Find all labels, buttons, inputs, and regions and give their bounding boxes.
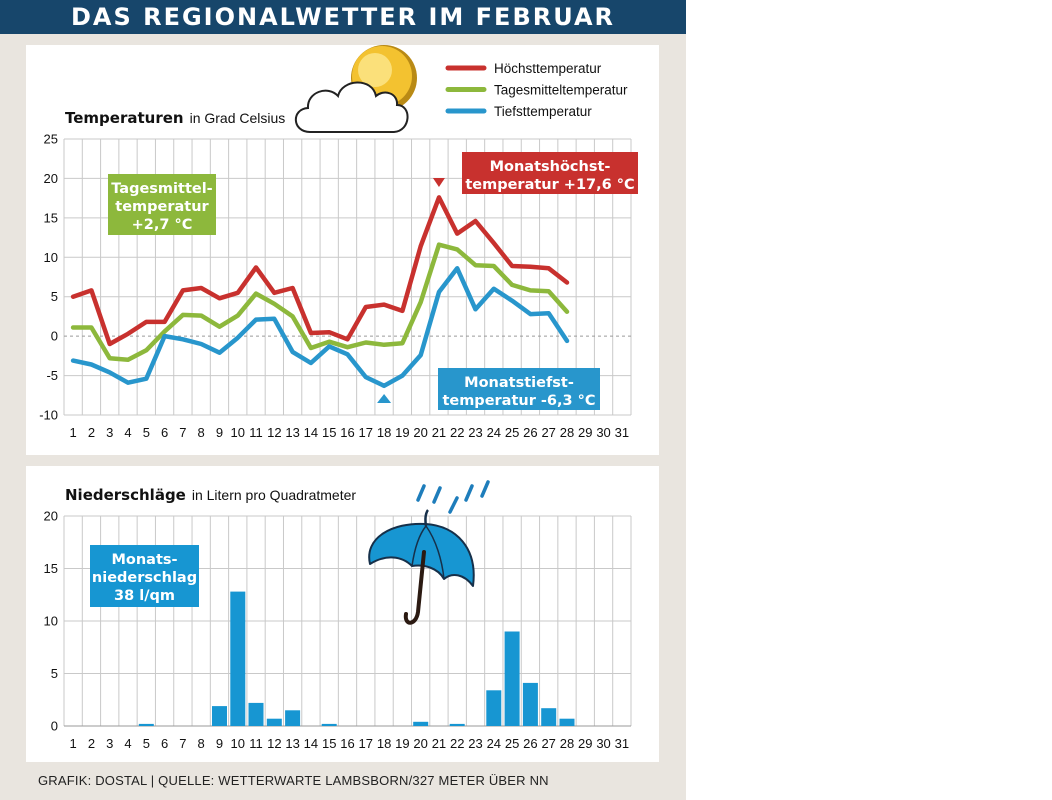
x-tick-label: 17 — [358, 736, 374, 751]
mean-temperature-annotation-text: +2,7 °C — [131, 217, 193, 233]
x-tick-label: 1 — [69, 425, 77, 440]
precip-bar-day-12 — [267, 719, 282, 726]
raindrop-icon — [418, 486, 424, 500]
x-tick-label: 13 — [285, 736, 300, 751]
monthly-precipitation-text: niederschlag — [91, 570, 198, 586]
raindrop-icon — [466, 486, 472, 500]
max-temperature-marker — [433, 178, 445, 187]
x-tick-label: 1 — [69, 736, 77, 751]
max-temperature-annotation-text: Monatshöchst- — [489, 159, 611, 175]
precip-bar-day-9 — [212, 706, 227, 726]
chart-title: Temperaturen — [65, 109, 184, 127]
legend-label: Höchsttemperatur — [494, 61, 602, 76]
x-tick-label: 4 — [124, 736, 132, 751]
chart-title: Niederschläge — [65, 486, 186, 504]
x-tick-label: 30 — [596, 425, 611, 440]
x-tick-label: 12 — [267, 425, 282, 440]
temperature-chart — [26, 45, 659, 455]
chart-subtitle: in Litern pro Quadratmeter — [191, 487, 357, 503]
x-tick-label: 25 — [504, 425, 520, 440]
source-credit: GRAFIK: DOSTAL | QUELLE: WETTERWARTE LAMBSBORN/327 METER ÜBER NN — [38, 773, 549, 788]
x-tick-label: 14 — [303, 425, 319, 440]
x-tick-label: 16 — [340, 736, 355, 751]
legend-label: Tagesmitteltemperatur — [494, 82, 628, 98]
precip-bar-day-20 — [413, 722, 428, 726]
monthly-precipitation-text: Monats- — [111, 552, 178, 568]
x-tick-label: 8 — [197, 736, 205, 751]
y-tick-label: 0 — [50, 328, 58, 344]
x-tick-label: 28 — [559, 736, 575, 751]
raindrop-icon — [450, 498, 457, 512]
y-tick-label: 0 — [50, 718, 58, 734]
x-tick-label: 9 — [215, 736, 224, 751]
page-title: DAS REGIONALWETTER IM FEBRUAR — [70, 3, 616, 31]
x-tick-label: 20 — [413, 736, 428, 751]
x-tick-label: 17 — [358, 425, 374, 440]
sun-highlight — [358, 53, 392, 87]
y-tick-label: 15 — [43, 210, 58, 226]
x-tick-label: 31 — [614, 736, 630, 751]
mean-temperature-annotation-text: temperatur — [115, 199, 209, 215]
x-tick-label: 8 — [197, 425, 205, 440]
precip-bar-day-5 — [139, 724, 154, 726]
x-tick-label: 18 — [376, 425, 392, 440]
x-tick-label: 21 — [431, 736, 447, 751]
x-tick-label: 20 — [413, 425, 428, 440]
x-tick-label: 15 — [321, 736, 337, 751]
title-bar — [0, 0, 686, 34]
precipitation-chart — [26, 466, 659, 762]
precip-bar-day-22 — [450, 724, 465, 726]
x-tick-label: 10 — [230, 736, 245, 751]
y-tick-label: 5 — [50, 666, 58, 681]
x-tick-label: 6 — [160, 425, 169, 440]
mean-temperature-annotation — [108, 174, 216, 235]
x-tick-label: 27 — [541, 425, 556, 440]
sun-cloud-icon — [296, 45, 417, 132]
x-tick-label: 31 — [614, 425, 630, 440]
y-tick-label: 10 — [43, 613, 58, 629]
raindrop-icon — [434, 488, 440, 502]
x-tick-label: 3 — [106, 736, 114, 751]
raindrop-icon — [482, 482, 488, 496]
x-tick-label: 14 — [303, 736, 319, 751]
legend-label: Tiefsttemperatur — [494, 104, 592, 119]
x-tick-label: 26 — [523, 425, 538, 440]
y-tick-label: -10 — [39, 407, 58, 423]
x-tick-label: 29 — [578, 736, 593, 751]
x-tick-label: 27 — [541, 736, 556, 751]
precip-bar-day-24 — [486, 690, 501, 726]
x-tick-label: 29 — [578, 425, 593, 440]
mean-temperature-annotation-text: Tagesmittel- — [111, 181, 213, 197]
x-tick-label: 11 — [249, 736, 263, 751]
x-tick-label: 11 — [249, 425, 263, 440]
x-tick-label: 13 — [285, 425, 300, 440]
y-tick-label: 10 — [43, 249, 58, 265]
x-tick-label: 23 — [468, 736, 483, 751]
precipitation-chart-panel — [26, 466, 659, 762]
x-tick-label: 25 — [504, 736, 520, 751]
precip-bar-day-13 — [285, 710, 300, 726]
precip-bar-day-26 — [523, 683, 538, 726]
y-tick-label: -5 — [46, 368, 58, 384]
max-temperature-annotation — [433, 152, 638, 194]
x-tick-label: 22 — [450, 736, 465, 751]
x-tick-label: 24 — [486, 425, 502, 440]
x-tick-label: 23 — [468, 425, 483, 440]
max-temperature-annotation-text: temperatur +17,6 °C — [465, 177, 635, 193]
x-tick-label: 2 — [87, 425, 96, 440]
precip-bar-day-10 — [230, 592, 245, 726]
x-tick-label: 18 — [376, 736, 392, 751]
x-tick-label: 12 — [267, 736, 282, 751]
x-tick-label: 28 — [559, 425, 575, 440]
monthly-precipitation-text: 38 l/qm — [114, 588, 175, 604]
x-tick-label: 7 — [179, 736, 187, 751]
x-tick-label: 16 — [340, 425, 355, 440]
y-tick-label: 20 — [43, 170, 58, 186]
x-tick-label: 19 — [395, 736, 410, 751]
min-temperature-annotation-text: Monatstiefst- — [464, 375, 574, 391]
chart-subtitle: in Grad Celsius — [189, 110, 286, 126]
precip-bar-day-25 — [505, 632, 520, 727]
x-tick-label: 4 — [124, 425, 132, 440]
x-tick-label: 22 — [450, 425, 465, 440]
x-tick-label: 19 — [395, 425, 410, 440]
min-temperature-annotation-text: temperatur -6,3 °C — [442, 393, 596, 409]
x-tick-label: 30 — [596, 736, 611, 751]
x-tick-label: 15 — [321, 425, 337, 440]
monthly-precipitation-annotation — [90, 545, 199, 607]
precip-bar-day-11 — [249, 703, 264, 726]
x-tick-label: 26 — [523, 736, 538, 751]
x-tick-label: 10 — [230, 425, 245, 440]
y-tick-label: 25 — [43, 131, 58, 147]
y-tick-label: 5 — [50, 289, 58, 305]
x-tick-label: 5 — [142, 425, 150, 440]
y-tick-label: 15 — [43, 561, 58, 576]
min-temperature-marker — [377, 394, 391, 403]
x-tick-label: 21 — [431, 425, 447, 440]
x-tick-label: 9 — [215, 425, 224, 440]
x-tick-label: 2 — [87, 736, 96, 751]
precip-bar-day-15 — [322, 724, 337, 726]
precip-bar-day-28 — [560, 719, 575, 726]
x-tick-label: 7 — [179, 425, 187, 440]
x-tick-label: 24 — [486, 736, 502, 751]
umbrella-rain-icon — [369, 482, 488, 623]
y-tick-label: 20 — [43, 508, 58, 524]
x-tick-label: 3 — [106, 425, 114, 440]
x-tick-label: 5 — [142, 736, 150, 751]
precip-bar-day-27 — [541, 708, 556, 726]
min-temperature-annotation — [377, 368, 600, 410]
legend — [448, 61, 628, 119]
x-tick-label: 6 — [160, 736, 169, 751]
temperature-chart-panel — [26, 45, 659, 455]
